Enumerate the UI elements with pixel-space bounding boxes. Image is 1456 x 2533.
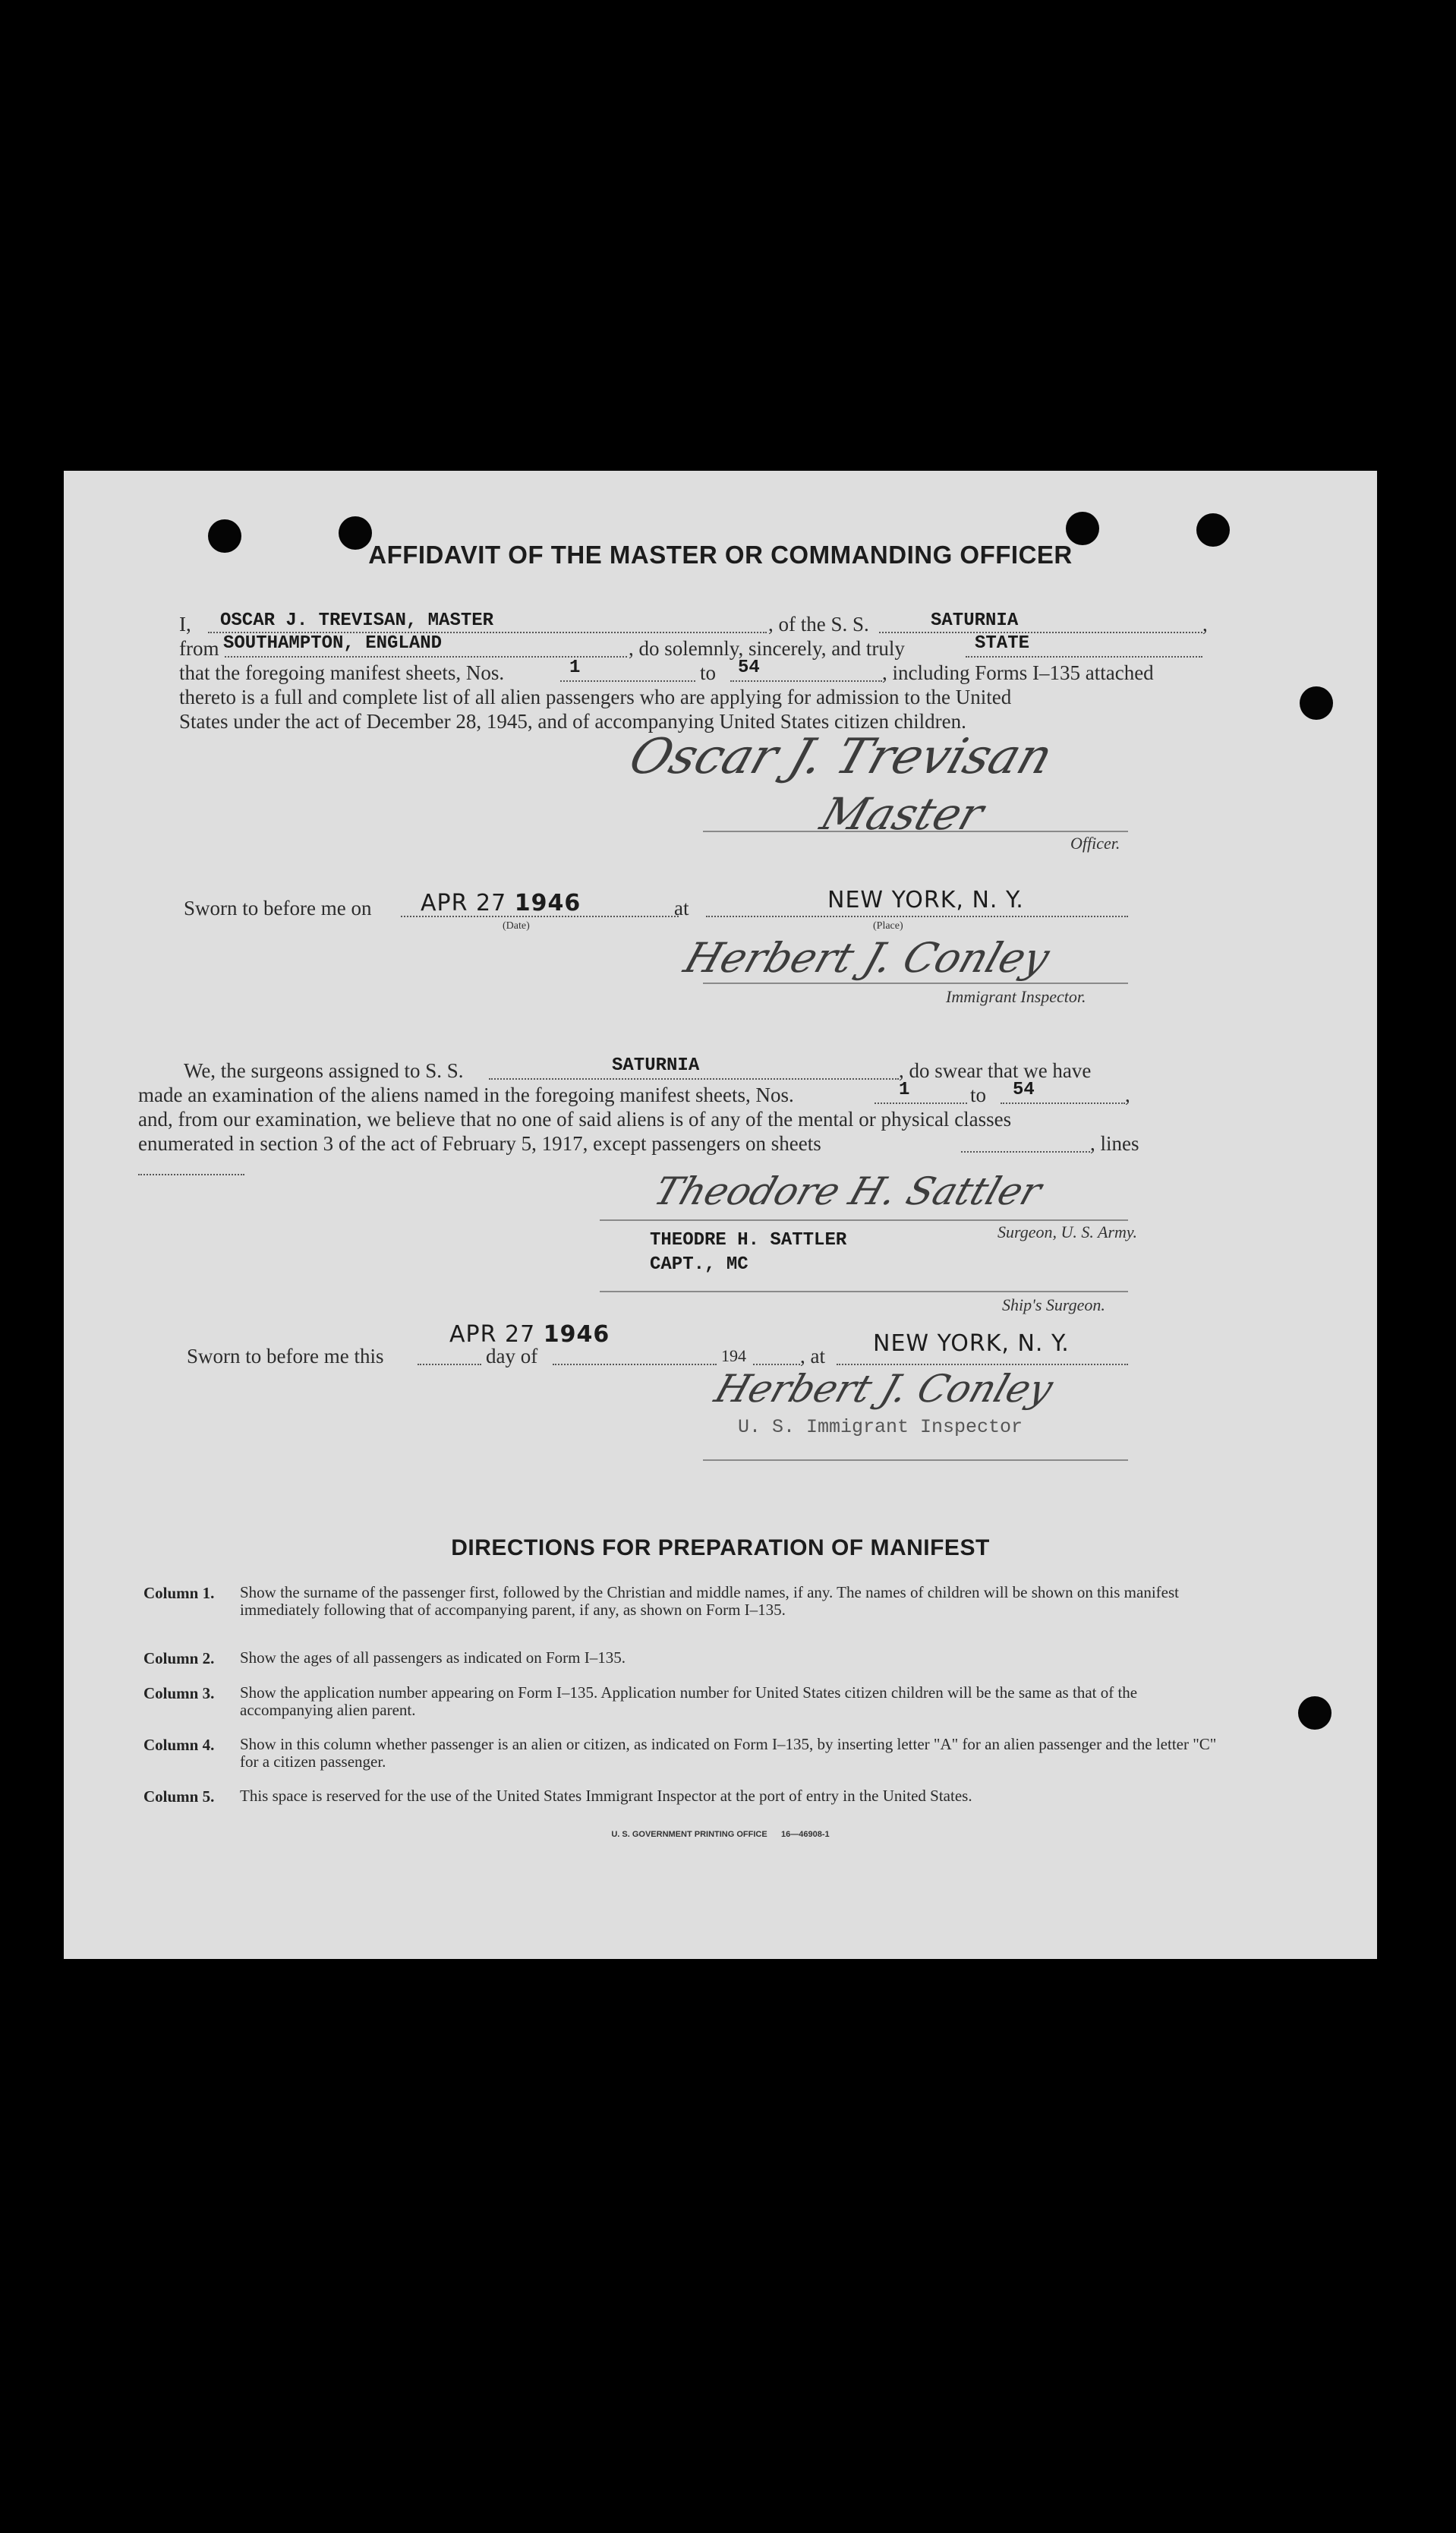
line3-suffix: , including Forms I–135 attached: [882, 661, 1154, 684]
sworn2-year-prefix: 194: [721, 1346, 746, 1365]
surgeons-line4: enumerated in section 3 of the act of February 5, 1917, except passengers on sheets: [138, 1132, 821, 1155]
sworn2-month-line: [553, 1364, 717, 1365]
surgeons-sheet-from: 1: [899, 1080, 910, 1100]
printing-office-footer: U. S. GOVERNMENT PRINTING OFFICE 16—46908-1: [611, 1830, 830, 1839]
column-2-text: Show the ages of all passengers as indicated on Form I–135.: [240, 1648, 626, 1667]
inspector-line-1: [703, 983, 1128, 984]
punch-hole: [1298, 1696, 1332, 1730]
affidavit-ship: SATURNIA: [931, 610, 1019, 631]
from-port-line: [225, 656, 627, 658]
sworn2-place-line: [837, 1364, 1128, 1365]
sworn1-at: at: [674, 897, 689, 920]
surgeons-sheet-to-line: [1001, 1102, 1125, 1104]
surgeons-line3: and, from our examination, we believe that no one of said aliens is of any of the mental or physical classes: [138, 1108, 1012, 1131]
officer-line: [703, 831, 1128, 832]
column-4-text: Show in this column whether passenger is an alien or citizen, as indicated on Form I–135, by inserting letter "A" for an alien passenger and the letter "C" for a citizen passenger.: [240, 1735, 1217, 1771]
sheets-line: [961, 1151, 1090, 1153]
line5: States under the act of December 28, 1945, and of accompanying United States citizen children.: [179, 710, 966, 733]
column-5-text: This space is reserved for the use of the United States Immigrant Inspector at the port of entry in the United States.: [240, 1787, 972, 1805]
column-3-label: Column 3.: [143, 1684, 215, 1702]
column-1-label: Column 1.: [143, 1584, 215, 1602]
date-label: (Date): [503, 920, 530, 932]
sworn1-date-stamp: APR 27 1946: [421, 890, 581, 916]
inspector-line-2: [703, 1459, 1128, 1461]
sworn2-at: , at: [800, 1345, 825, 1367]
affidavit-title: AFFIDAVIT OF THE MASTER OR COMMANDING OFFICER: [368, 541, 1073, 569]
surgeons-ship: SATURNIA: [612, 1055, 700, 1076]
column-2-label: Column 2.: [143, 1649, 215, 1667]
surgeons-sheet-to: 54: [1013, 1080, 1035, 1100]
master-name: OSCAR J. TREVISAN, MASTER: [220, 610, 494, 631]
line2-prefix: from: [179, 637, 219, 660]
sworn1-place-line: [706, 916, 1128, 917]
comma: ,: [1125, 1084, 1130, 1106]
sheet-to: 54: [738, 658, 760, 678]
ship-surgeon-line: [600, 1291, 1128, 1292]
column-5-label: Column 5.: [143, 1787, 215, 1806]
from-port: SOUTHAMPTON, ENGLAND: [223, 633, 443, 654]
sworn2-year-line: [753, 1364, 800, 1365]
line1-prefix: I,: [179, 613, 191, 636]
state-line: [966, 656, 1202, 658]
ship-surgeon-label: Ship's Surgeon.: [1002, 1295, 1105, 1314]
line4: thereto is a full and complete list of all alien passengers who are applying for admission to the United: [179, 686, 1012, 708]
sworn2-place-stamp: NEW YORK, N. Y.: [873, 1330, 1070, 1357]
us-immigrant-inspector: U. S. Immigrant Inspector: [738, 1416, 1023, 1438]
sworn2-prefix: Sworn to before me this: [187, 1345, 384, 1367]
manifest-page: [64, 471, 1377, 1959]
immigrant-inspector-label: Immigrant Inspector.: [946, 987, 1086, 1006]
surgeons-ship-line: [489, 1078, 899, 1080]
sworn2-day-line: [418, 1364, 481, 1365]
surgeons-prefix: We, the surgeons assigned to S. S.: [184, 1059, 464, 1082]
to-word: to: [700, 661, 717, 684]
state-word: STATE: [975, 633, 1030, 654]
master-signature: Oscar J. Trevisan: [622, 729, 1060, 785]
surgeon-typed-rank: CAPT., MC: [650, 1254, 748, 1275]
surgeon-signature: Theodore H. Sattler: [648, 1169, 1048, 1213]
master-signature-title: Master: [814, 788, 991, 840]
sheet-from-line: [560, 680, 695, 682]
column-4-label: Column 4.: [143, 1736, 215, 1754]
surgeon-army-line: [600, 1219, 1128, 1221]
directions-title: DIRECTIONS FOR PREPARATION OF MANIFEST: [451, 1535, 990, 1560]
lines-line: [138, 1174, 244, 1175]
surgeons-sheet-from-line: [875, 1102, 967, 1104]
punch-hole: [1300, 686, 1333, 720]
comma: ,: [1202, 613, 1208, 636]
sworn1-place-stamp: NEW YORK, N. Y.: [827, 887, 1024, 913]
lines-word: , lines: [1090, 1132, 1139, 1155]
sworn2-day-of: day of: [486, 1345, 538, 1367]
sworn1-prefix: Sworn to before me on: [184, 897, 372, 920]
surgeons-line1-suffix: , do swear that we have: [899, 1059, 1092, 1082]
line1-mid: , of the S. S.: [768, 613, 869, 636]
officer-label: Officer.: [1070, 834, 1120, 853]
sheet-from: 1: [569, 658, 581, 678]
surgeon-typed-name: THEODRE H. SATTLER: [650, 1230, 847, 1251]
surgeons-line2: made an examination of the aliens named in the foregoing manifest sheets, Nos.: [138, 1084, 794, 1106]
place-label: (Place): [873, 920, 903, 932]
ship-line: [879, 632, 1202, 633]
line2-mid: , do solemnly, sincerely, and truly: [629, 637, 905, 660]
column-1-text: Show the surname of the passenger first, followed by the Christian and middle names, if any. The names of children will be shown on this manifest immediately following that of accompanying parent, if any, as shown on Form I–135.: [240, 1583, 1179, 1619]
surgeons-to: to: [970, 1084, 987, 1106]
column-3-text: Show the application number appearing on Form I–135. Application number for United States citizen children will be the same as that of the accompanying alien parent.: [240, 1683, 1138, 1719]
line3-prefix: that the foregoing manifest sheets, Nos.: [179, 661, 505, 684]
surgeon-army-label: Surgeon, U. S. Army.: [997, 1222, 1137, 1241]
inspector-signature-1: Herbert J. Conley: [678, 934, 1056, 982]
inspector-signature-2: Herbert J. Conley: [709, 1367, 1059, 1411]
sheet-to-line: [730, 680, 882, 682]
sworn2-date-stamp: APR 27 1946: [449, 1321, 610, 1348]
